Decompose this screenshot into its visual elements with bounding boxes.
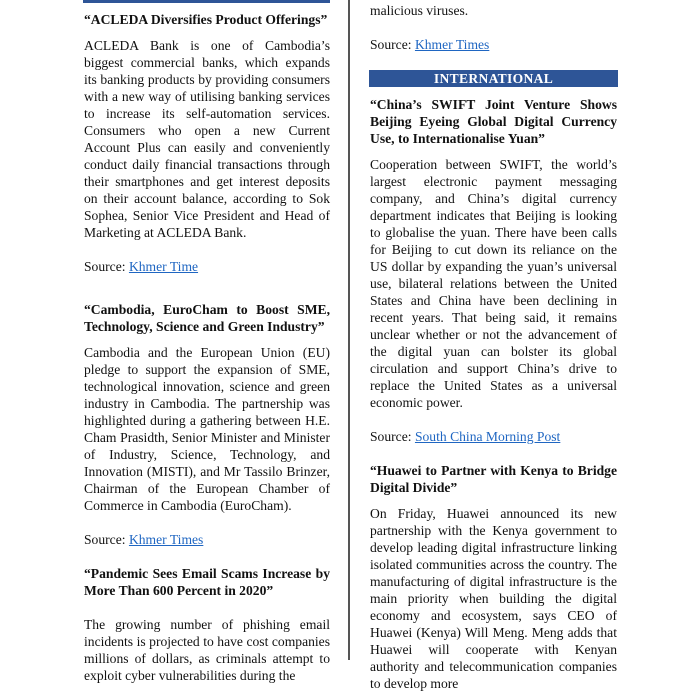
article-headline: “Cambodia, EuroCham to Boost SME, Technology, Science and Green Industry” xyxy=(84,302,330,334)
article-headline: “Huawei to Partner with Kenya to Bridge Digital Divide” xyxy=(370,463,617,495)
article-body: Cambodia and the European Union (EU) pledge to support the expansion of SME, technological innovation, science and green industry in Cambodia. The partnership was highlighted during a gathering between H.E. Cham Prasidth, Senior Minister and Minister of Industry, Science, Technology, and Innovation (MISTI), and Mr Tassilo Brinzer, Chairman of the European Chamber of Commerce in Cambodia (EuroCham). xyxy=(84,345,330,513)
source-label: Source: xyxy=(370,429,415,444)
article-swift xyxy=(370,96,617,445)
continued-text: malicious viruses. xyxy=(370,3,469,18)
article-source xyxy=(370,36,617,53)
source-label: Source: xyxy=(84,259,129,274)
source-label: Source: xyxy=(370,37,415,52)
article-huawei xyxy=(370,462,617,692)
article-headline: “China’s SWIFT Joint Venture Shows Beijing Eyeing Global Digital Currency Use, to Internationalise Yuan” xyxy=(370,97,617,146)
article-source xyxy=(84,258,330,275)
right-column xyxy=(370,0,617,692)
article-source xyxy=(370,428,617,445)
article-headline: “ACLEDA Diversifies Product Offerings” xyxy=(84,12,328,27)
source-link[interactable]: Khmer Times xyxy=(414,37,490,52)
article-body: The growing number of phishing email incidents is projected to have cost companies millions of dollars, as criminals attempt to exploit cyber vulnerabilities during the xyxy=(84,617,330,683)
article-acleda xyxy=(84,11,330,275)
article-body: ACLEDA Bank is one of Cambodia’s biggest commercial banks, which expands its banking products by providing consumers with a new way of utilising banking services to increase its self-automation services. Consumers who open a new Current Account Plus can easily and conveniently conduct daily financial transactions through their smartphones and get interest deposits on their account balance, according to Sok Sophea, Senior Vice President and Head of Marketing at ACLEDA Bank. xyxy=(84,38,330,240)
article-body: On Friday, Huawei announced its new partnership with the Kenya government to develop leading digital infrastructure linking isolated communities across the country. The manufacturing of digital infrastructure is the main priority when building the digital economy and ecosystem, says CEO of Huawei (Kenya) Will Meng. Meng adds that Huawei will cooperate with Kenyan authority and telecommunication companies to develop more xyxy=(370,506,617,691)
left-column xyxy=(84,0,330,684)
article-email-scams xyxy=(84,565,330,684)
source-label: Source: xyxy=(84,532,129,547)
article-body: Cooperation between SWIFT, the world’s largest electronic payment messaging company, and China’s digital currency department indicates that Beijing is looking to globalise the yuan. There have been calls for Beijing to cut down its reliance on the US dollar by expanding the yuan’s universal use, bilateral relations between the United States and China have been declining in recent years. That being said, it remains unclear whether or not the advancement of the digital yuan can bolster its global circulation and support China’s drive to replace the United States as a universal economic power. xyxy=(370,157,617,410)
source-link[interactable]: South China Morning Post xyxy=(414,429,561,444)
section-title: INTERNATIONAL xyxy=(369,70,618,87)
column-divider xyxy=(348,0,350,660)
article-headline: “Pandemic Sees Email Scams Increase by More Than 600 Percent in 2020” xyxy=(84,566,330,598)
source-link[interactable]: Khmer Time xyxy=(128,259,199,274)
article-eurocham xyxy=(84,301,330,548)
article-source xyxy=(84,531,330,548)
source-link[interactable]: Khmer Times xyxy=(128,532,204,547)
